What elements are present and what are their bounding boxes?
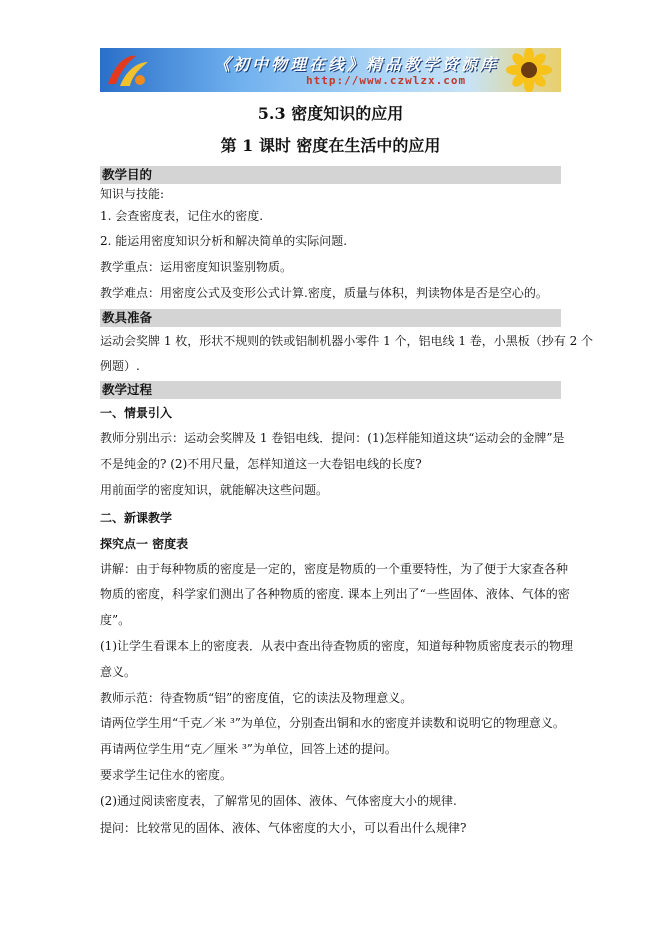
subsection-title: 探究点一 密度表 — [100, 537, 189, 551]
page-title: 5.3 密度知识的应用 — [257, 104, 404, 123]
section-heading-prep: 教具准备 — [100, 309, 561, 327]
paragraph-line: 意义。 — [100, 665, 137, 679]
paragraph-line: 例题）. — [100, 359, 140, 373]
section-heading-process: 教学过程 — [100, 381, 561, 399]
banner-url[interactable]: http://www.czwlzx.com — [306, 74, 467, 87]
paragraph-line: 不是纯金的? (2)不用尺量，怎样知道这一大卷铝电线的长度? — [100, 457, 422, 471]
paragraph-line: 教师示范：待查物质“铝”的密度值，它的读法及物理意义。 — [100, 691, 413, 705]
section-heading-goals: 教学目的 — [100, 166, 561, 184]
paragraph-line: 2. 能运用密度知识分析和解决简单的实际问题. — [100, 234, 348, 248]
banner-title: 《初中物理在线》精品教学资源库 — [214, 55, 500, 74]
paragraph-line: 用前面学的密度知识，就能解决这些问题。 — [100, 483, 329, 497]
paragraph-line: 教学重点：运用密度知识鉴别物质。 — [100, 260, 293, 274]
paragraph-line: 运动会奖牌 1 枚，形状不规则的铁或铝制机器小零件 1 个，铝电线 1 卷，小黑板（抄有 2 个 — [100, 334, 594, 348]
paragraph-line: 物质的密度，科学家们测出了各种物质的密度. 课本上列出了“一些固体、液体、气体的密 — [100, 587, 570, 601]
paragraph-line: 要求学生记住水的密度。 — [100, 768, 233, 782]
subsection-title: 二、新课教学 — [100, 511, 173, 525]
sunflower-icon — [499, 48, 557, 92]
paragraph-line: 教学难点：用密度公式及变形公式计算.密度，质量与体积，判读物体是否是空心的。 — [100, 286, 548, 300]
paragraph-line: (1)让学生看课本上的密度表．从表中查出待查物质的密度，知道每种物质密度表示的物理 — [100, 639, 574, 653]
paragraph-line: (2)通过阅读密度表，了解常见的固体、液体、气体密度大小的规律. — [100, 794, 457, 808]
paragraph-line: 1. 会查密度表，记住水的密度. — [100, 209, 264, 223]
site-logo-icon — [102, 50, 154, 90]
paragraph-line: 讲解：由于每种物质的密度是一定的，密度是物质的一个重要特性，为了便于大家查各种 — [100, 562, 569, 576]
header-banner — [100, 48, 561, 92]
paragraph-line: 提问：比较常见的固体、液体、气体密度的大小，可以看出什么规律? — [100, 821, 467, 835]
subsection-title: 一、情景引入 — [100, 406, 173, 420]
paragraph-line: 知识与技能: — [100, 187, 165, 201]
paragraph-line: 再请两位学生用“克／厘米 ³”为单位，回答上述的提问。 — [100, 742, 397, 756]
paragraph-line: 请两位学生用“千克／米 ³”为单位，分别查出铜和水的密度并读数和说明它的物理意义。 — [100, 716, 565, 730]
paragraph-line: 教师分别出示：运动会奖牌及 1 卷铝电线．提问：(1)怎样能知道这块“运动会的金牌”是 — [100, 431, 565, 445]
paragraph-line: 度”。 — [100, 613, 131, 627]
page-subtitle: 第 1 课时 密度在生活中的应用 — [220, 136, 441, 155]
